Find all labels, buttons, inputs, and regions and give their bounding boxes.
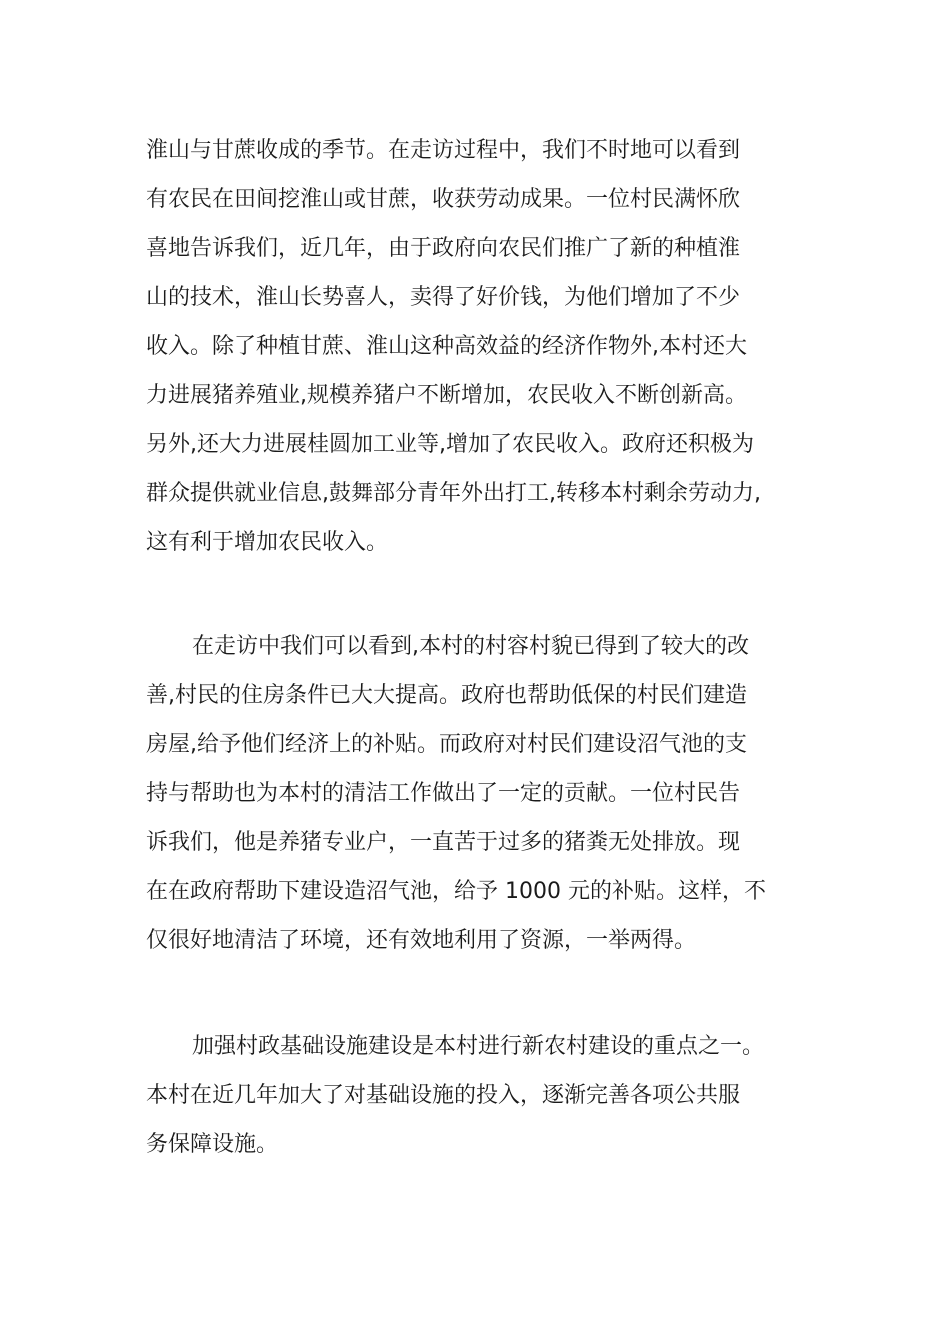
text-line: 这有利于增加农民收入。 — [146, 530, 389, 555]
text-line: 喜地告诉我们，近几年，由于政府向农民们推广了新的种植淮 — [146, 236, 741, 261]
text-line: 持与帮助也为本村的清洁工作做出了一定的贡献。一位村民告 — [146, 781, 741, 806]
text-line: 仅很好地清洁了环境，还有效地利用了资源，一举两得。 — [146, 928, 697, 953]
text-line: 群众提供就业信息,鼓舞部分青年外出打工,转移本村剩余劳动力, — [146, 481, 761, 506]
paragraph-1 — [146, 126, 818, 567]
text-line: 在走访中我们可以看到,本村的村容村貌已得到了较大的改 — [192, 634, 749, 659]
text-line: 善,村民的住房条件已大大提高。政府也帮助低保的村民们建造 — [146, 683, 747, 708]
text-line: 另外,还大力进展桂圆加工业等,增加了农民收入。政府还积极为 — [146, 432, 754, 457]
text-line: 加强村政基础设施建设是本村进行新农村建设的重点之一。 — [192, 1034, 765, 1059]
text-line: 在在政府帮助下建设造沼气池，给予 1000 元的补贴。这样，不 — [146, 879, 766, 904]
text-line: 有农民在田间挖淮山或甘蔗，收获劳动成果。一位村民满怀欣 — [146, 187, 741, 212]
text-line: 本村在近几年加大了对基础设施的投入，逐渐完善各项公共服 — [146, 1083, 741, 1108]
text-line: 房屋,给予他们经济上的补贴。而政府对村民们建设沼气池的支 — [146, 732, 747, 757]
paragraph-2 — [146, 622, 818, 965]
paragraph-3 — [146, 1022, 818, 1169]
text-line: 务保障设施。 — [146, 1132, 279, 1157]
text-line: 山的技术，淮山长势喜人，卖得了好价钱，为他们增加了不少 — [146, 285, 741, 310]
text-line: 力进展猪养殖业,规模养猪户不断增加，农民收入不断创新高。 — [146, 383, 747, 408]
text-line: 淮山与甘蔗收成的季节。在走访过程中，我们不时地可以看到 — [146, 138, 741, 163]
text-line: 诉我们，他是养猪专业户，一直苦于过多的猪粪无处排放。现 — [146, 830, 741, 855]
text-line: 收入。除了种植甘蔗、淮山这种高效益的经济作物外,本村还大 — [146, 334, 747, 359]
